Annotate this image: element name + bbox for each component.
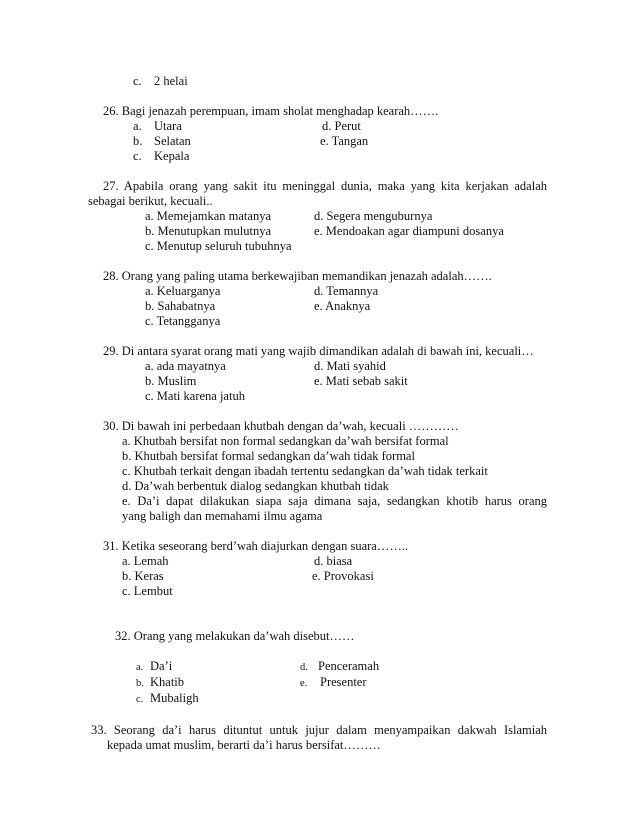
q27-option-e: e. Mendoakan agar diampuni dosanya: [314, 224, 504, 238]
q27-option-a: a. Memejamkan matanya: [145, 209, 271, 223]
q25-option-c-label: c.: [133, 74, 142, 88]
q28-option-d: d. Temannya: [314, 284, 379, 298]
q28-option-b: b. Sahabatnya: [145, 299, 216, 313]
q27-option-d: d. Segera menguburnya: [314, 209, 433, 223]
q27-question-cont: sebagai berikut, kecuali..: [88, 194, 213, 208]
q31-question: 31. Ketika seseorang berd’wah diajurkan dengan suara……..: [103, 539, 409, 553]
q31-option-b: b. Keras: [122, 569, 164, 583]
q31-option-a: a. Lemah: [122, 554, 169, 568]
q32-option-e-label: e.: [300, 678, 308, 689]
q28-question: 28. Orang yang paling utama berkewajiban memandikan jenazah adalah…….: [103, 269, 492, 283]
q32-option-a-label: a.: [136, 662, 144, 673]
q29-option-c: c. Mati karena jatuh: [145, 389, 245, 403]
q26-option-a: Utara: [154, 119, 182, 133]
q29-question: 29. Di antara syarat orang mati yang wajib dimandikan adalah di bawah ini, kecuali…: [103, 344, 534, 358]
q26-option-b-label: b.: [133, 134, 143, 148]
q29-option-d: d. Mati syahid: [314, 359, 386, 373]
q32-option-a: Da’i: [150, 659, 173, 673]
q29-option-e: e. Mati sebab sakit: [314, 374, 408, 388]
q28-option-e: e. Anaknya: [314, 299, 371, 313]
q32-option-d: Penceramah: [318, 659, 380, 673]
q32-option-b: Khatib: [150, 675, 185, 689]
q31-option-e: e. Provokasi: [312, 569, 374, 583]
q29-option-a: a. ada mayatnya: [145, 359, 226, 373]
q32-question: 32. Orang yang melakukan da’wah disebut……: [115, 629, 355, 643]
q32-option-d-label: d.: [300, 662, 308, 673]
q30-question: 30. Di bawah ini perbedaan khutbah dengan da’wah, kecuali …………: [103, 419, 459, 433]
q27-option-c: c. Menutup seluruh tubuhnya: [145, 239, 292, 253]
q32-option-c: Mubaligh: [150, 691, 199, 705]
q26-option-d: d. Perut: [322, 119, 361, 133]
q33-question: 33. Seorang da’i harus dituntut untuk jujur dalam menyampaikan dakwah Islamiah: [91, 723, 547, 737]
q32-option-e: Presenter: [320, 675, 367, 689]
q30-option-c: c. Khutbah terkait dengan ibadah tertentu sedangkan da’wah tidak terkait: [122, 464, 488, 478]
q26-question: 26. Bagi jenazah perempuan, imam sholat menghadap kearah…….: [103, 104, 439, 118]
q32-option-c-label: c.: [136, 694, 144, 705]
q28-option-a: a. Keluarganya: [145, 284, 221, 298]
q31-option-d: d. biasa: [314, 554, 353, 568]
q26-option-c-label: c.: [133, 149, 142, 163]
q30-option-e: e. Da’i dapat dilakukan siapa saja dimana saja, sedangkan khotib harus orang: [122, 494, 547, 508]
q30-option-a: a. Khutbah bersifat non formal sedangkan da’wah bersifat formal: [122, 434, 449, 448]
q25-option-c: 2 helai: [154, 74, 188, 88]
q32-option-b-label: b.: [136, 678, 144, 689]
q30-option-e-cont: yang baligh dan memahami ilmu agama: [122, 509, 323, 523]
q26-option-c: Kepala: [154, 149, 190, 163]
q29-option-b: b. Muslim: [145, 374, 197, 388]
q27-question: 27. Apabila orang yang sakit itu meninggal dunia, maka yang kita kerjakan adalah: [103, 179, 547, 193]
q26-option-e: e. Tangan: [320, 134, 369, 148]
q33-question-cont: kepada umat muslim, berarti da’i harus bersifat………: [107, 738, 381, 752]
q26-option-a-label: a.: [133, 119, 142, 133]
q30-option-b: b. Khutbah bersifat formal sedangkan da’wah tidak formal: [122, 449, 415, 463]
q31-option-c: c. Lembut: [122, 584, 173, 598]
q27-option-b: b. Menutupkan mulutnya: [145, 224, 272, 238]
q30-option-d: d. Da’wah berbentuk dialog sedangkan khutbah tidak: [122, 479, 389, 493]
q28-option-c: c. Tetangganya: [145, 314, 221, 328]
q26-option-b: Selatan: [154, 134, 191, 148]
